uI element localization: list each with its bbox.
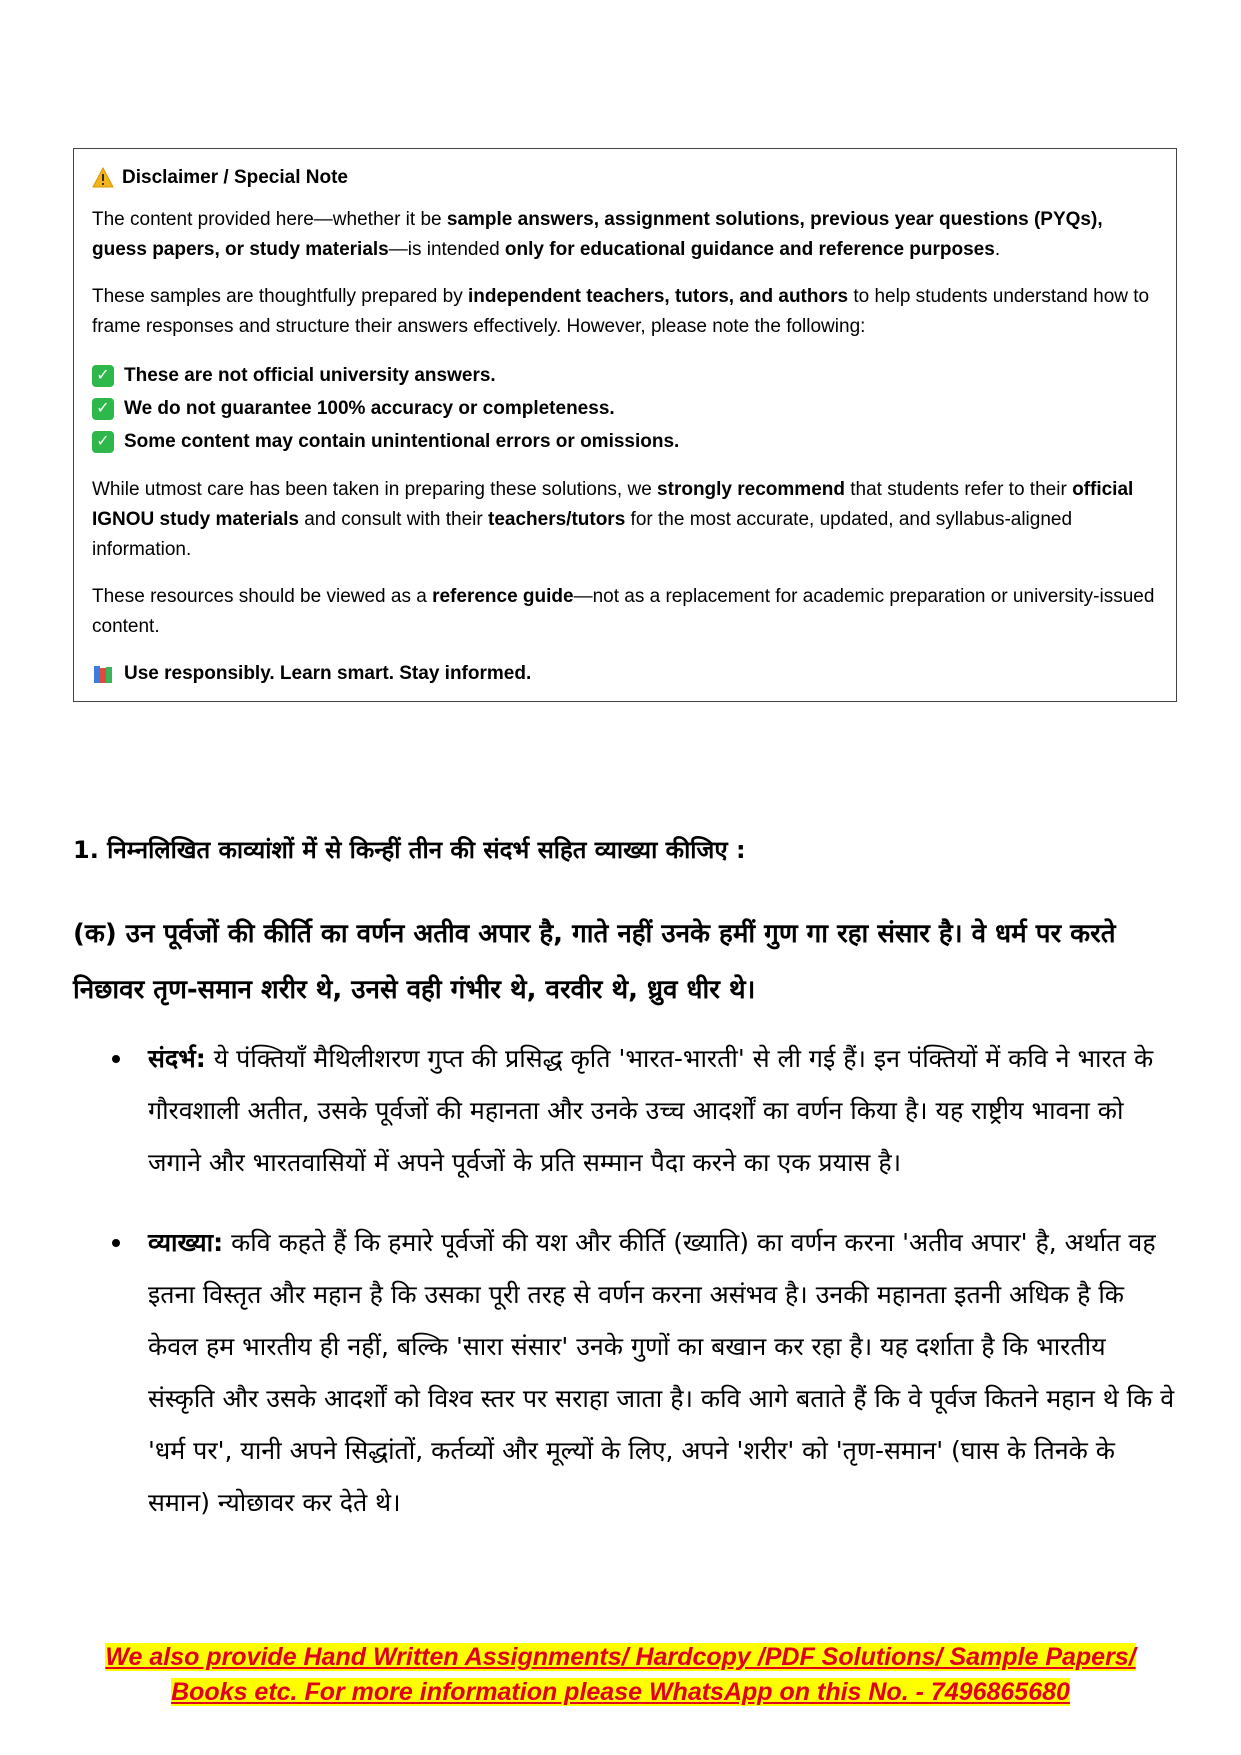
disclaimer-title: Disclaimer / Special Note <box>92 163 1158 193</box>
answer-list <box>108 1033 1178 1557</box>
disclaimer-paragraph-3 <box>92 475 1158 565</box>
bold-segment: reference guide <box>432 586 574 607</box>
disclaimer-paragraph-4 <box>92 582 1158 642</box>
text-segment: . <box>994 239 1001 260</box>
promo-line-2: Books etc. For more information please WhatsApp on this No. - 7496865680 <box>171 1678 1070 1706</box>
answer-item-explanation <box>108 1217 1178 1529</box>
answer-text: ये पंक्तियाँ मैथिलीशरण गुप्त की प्रसिद्ध कृति 'भारत-भारती' से ली गई हैं। इन पंक्तियों में कवि ने भारत के गौरवशाली अतीत, उसके पूर्वजों की महानता और उनके उच्च आदर्शों का वर्णन किया है। यह राष्ट्रीय भावना को जगाने और भारतवासियों में अपने पूर्वजों के प्रति सम्मान पैदा करने का एक प्रयास है। <box>148 1044 1154 1177</box>
answer-item-context <box>108 1033 1178 1189</box>
text-segment: —not as a replacement for academic preparation or university-issued content. <box>92 586 1155 637</box>
check-item: ✓ We do not guarantee 100% accuracy or completeness. <box>92 392 1158 425</box>
disclaimer-closing: Use responsibly. Learn smart. Stay informed. <box>92 659 1158 689</box>
question-quote: (क) उन पूर्वजों की कीर्ति का वर्णन अतीव अपार है, गाते नहीं उनके हमीं गुण गा रहा संसार है। वे धर्म पर करते निछावर तृण-समान शरीर थे, उनसे वही गंभीर थे, वरवीर थे, ध्रुव धीर थे। <box>73 919 1116 1005</box>
disclaimer-checklist <box>92 359 1158 458</box>
bold-segment: only for educational guidance and reference purposes <box>504 239 995 260</box>
text-segment: These resources should be viewed as a <box>92 586 433 607</box>
text-segment: While utmost care has been taken in preparing these solutions, we <box>92 479 658 500</box>
check-icon: ✓ <box>92 431 114 453</box>
answer-label: व्याख्या: <box>148 1228 224 1257</box>
bullet-dot <box>112 1055 120 1063</box>
text-segment: that students refer to their <box>844 479 1073 500</box>
promo-banner <box>60 1640 1181 1710</box>
question-heading: 1. निम्नलिखित काव्यांशों में से किन्हीं तीन की संदर्भ सहित व्याख्या कीजिए : <box>73 836 746 864</box>
check-item: ✓ Some content may contain unintentional errors or omissions. <box>92 425 1158 458</box>
bullet-dot <box>112 1239 120 1247</box>
answer-label: संदर्भ: <box>148 1044 206 1073</box>
text-segment: for the most accurate, updated, and syllabus-aligned information. <box>92 509 1073 560</box>
bold-segment: strongly recommend <box>657 479 845 500</box>
check-icon: ✓ <box>92 365 114 387</box>
check-icon: ✓ <box>92 398 114 420</box>
promo-line-1: We also provide Hand Written Assignments/ Hardcopy /PDF Solutions/ Sample Papers/ <box>105 1643 1136 1671</box>
bold-segment: official IGNOU study materials <box>92 479 1134 530</box>
disclaimer-paragraph-2 <box>92 282 1158 342</box>
disclaimer-paragraph-1 <box>92 205 1158 265</box>
books-icon <box>92 663 114 685</box>
text-segment: The content provided here—whether it be <box>92 209 447 230</box>
bold-segment: sample answers, assignment solutions, previous year questions (PYQs), guess papers, or study materials <box>92 209 1103 260</box>
answer-text: कवि कहते हैं कि हमारे पूर्वजों की यश और कीर्ति (ख्याति) का वर्णन करना 'अतीव अपार' है, अर्थात वह इतना विस्तृत और महान है कि उसका पूरी तरह से वर्णन करना असंभव है। उनकी महानता इतनी अधिक है कि केवल हम भारतीय ही नहीं, बल्कि 'सारा संसार' उनके गुणों का बखान कर रहा है। यह दर्शाता है कि भारतीय संस्कृति और उसके आदर्शों को विश्व स्तर पर सराहा जाता है। कवि आगे बताते हैं कि वे पूर्वज कितने महान थे कि वे 'धर्म पर', यानी अपने सिद्धांतों, कर्तव्यों और मूल्यों के लिए, अपने 'शरीर' को 'तृण-समान' (घास के तिनके के समान) न्योछावर कर देते थे। <box>148 1228 1175 1517</box>
text-segment: —is intended <box>388 239 505 260</box>
text-segment: and consult with their <box>298 509 488 530</box>
text-segment: to help students understand how to frame responses and structure their answers effectively. However, please note the following: <box>92 286 1150 337</box>
warning-icon <box>92 167 114 189</box>
check-item: ✓ These are not official university answers. <box>92 359 1158 392</box>
bold-segment: teachers/tutors <box>488 509 626 530</box>
disclaimer-box <box>73 148 1177 702</box>
bold-segment: independent teachers, tutors, and authors <box>468 286 849 307</box>
text-segment: These samples are thoughtfully prepared by <box>92 286 468 307</box>
